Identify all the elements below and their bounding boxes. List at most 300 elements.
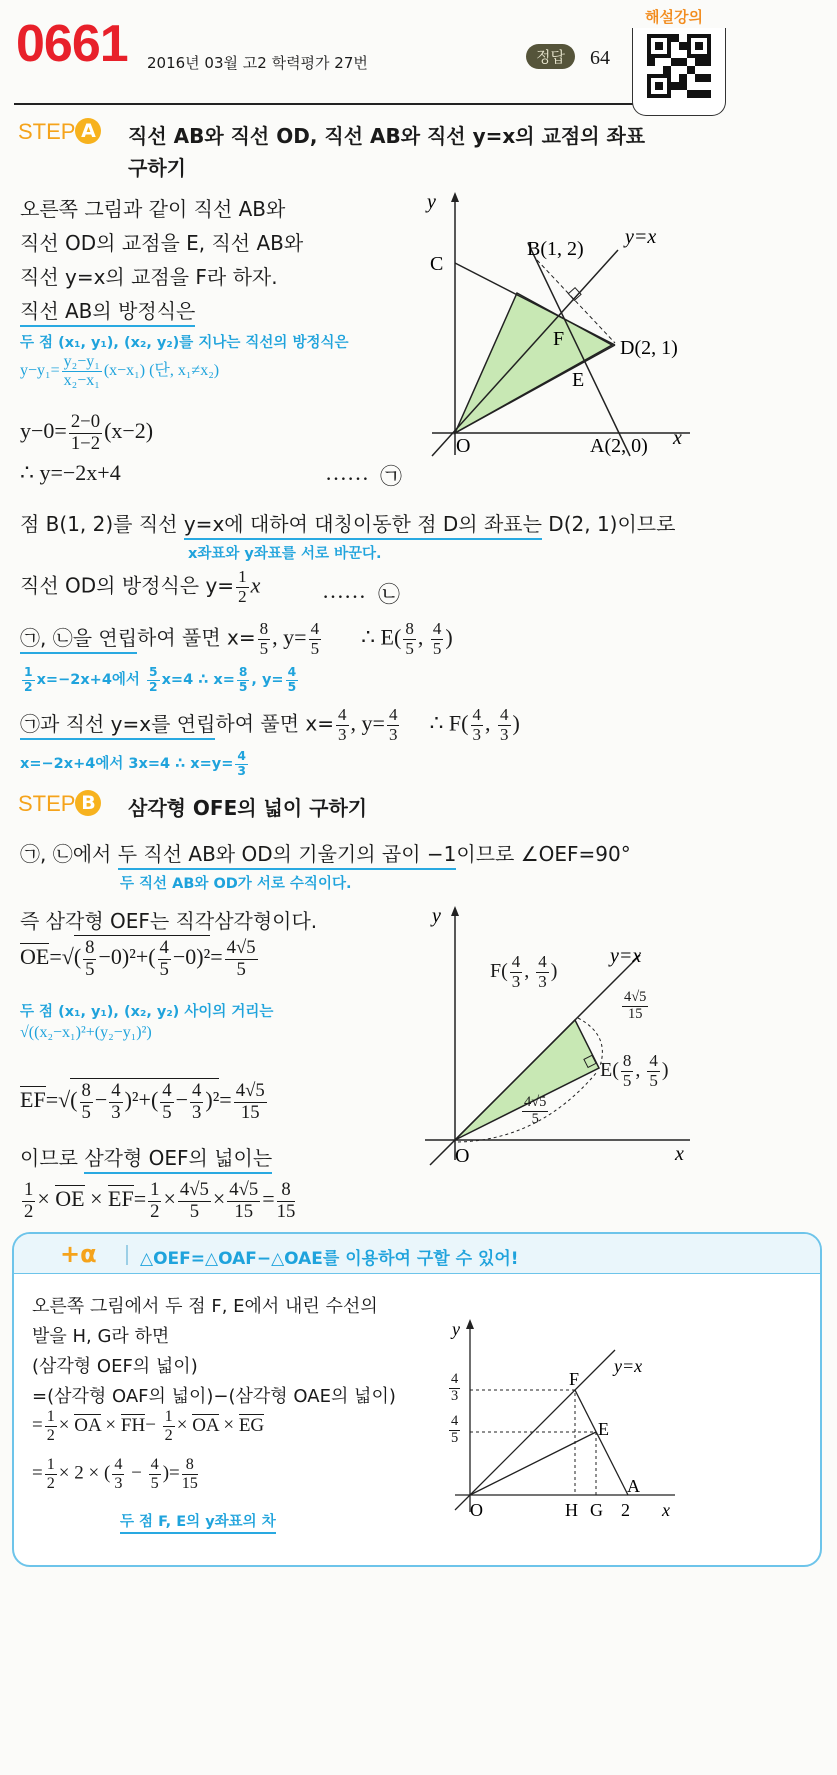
numerator: 4 <box>388 705 398 724</box>
numerator: 4 <box>649 1051 658 1070</box>
denominator: 2 <box>164 1426 173 1444</box>
formula-part: y−y₁= <box>20 362 60 380</box>
numerator: 1 <box>164 1408 173 1425</box>
denominator: 5 <box>150 1474 159 1492</box>
fraction <box>147 666 160 694</box>
denominator: 3 <box>472 724 481 744</box>
text: 이므로 ∠OEF=90° <box>456 842 631 866</box>
denominator: 5 <box>649 1070 658 1090</box>
numerator: 1 <box>150 1179 160 1200</box>
text: ) <box>661 1058 669 1081</box>
label-two: 2 <box>621 1500 630 1520</box>
text: × <box>90 1186 103 1212</box>
text: × <box>218 1414 239 1436</box>
step-letter: B <box>75 790 101 816</box>
eq-part: y−0= <box>20 418 67 444</box>
label-o: O <box>470 1500 483 1520</box>
denominator: 3 <box>500 724 509 744</box>
fraction <box>387 706 400 744</box>
denominator: 3 <box>111 1101 121 1123</box>
tip-badge: +α <box>60 1240 97 1268</box>
numerator: 4 <box>338 705 347 724</box>
text: × <box>212 1186 226 1212</box>
area-intro <box>20 1142 272 1171</box>
text: − <box>126 1462 147 1484</box>
denominator: 15 <box>276 1200 296 1222</box>
text: ( <box>73 944 82 970</box>
segment-oa: OA <box>74 1414 101 1436</box>
numerator: 4 <box>472 705 481 724</box>
text: × <box>100 1414 121 1436</box>
label-point-f <box>490 953 557 991</box>
fraction <box>498 706 511 744</box>
numerator: 4 <box>310 619 320 638</box>
numerator: 4 <box>538 952 547 971</box>
figure-1-graph <box>410 185 710 470</box>
numerator: 4√5 <box>524 1094 547 1110</box>
segment-oa: OA <box>192 1414 219 1436</box>
label-y: y <box>427 191 436 213</box>
intro-line: 오른쪽 그림과 같이 직선 AB와 <box>20 197 286 221</box>
text: , <box>635 1058 646 1081</box>
note-swap: x좌표와 y좌표를 서로 바꾼다. <box>188 546 382 562</box>
text: E( <box>600 1058 619 1081</box>
text: ∴ F( <box>429 710 469 736</box>
tip-formula <box>32 1456 200 1493</box>
text: )= <box>162 1462 180 1484</box>
fraction <box>237 666 250 694</box>
numerator: 4 <box>500 705 509 724</box>
mark-1: ㉠ <box>380 464 403 489</box>
text: − <box>145 1414 161 1436</box>
text: = <box>219 1087 232 1113</box>
text: ( <box>70 1087 78 1113</box>
underlined-text: ㉠과 직선 y=x를 연립 <box>20 712 215 740</box>
text: , y= <box>272 624 307 650</box>
text: = <box>32 1462 43 1484</box>
numerator: 4 <box>150 1456 159 1473</box>
dots: …… <box>325 460 369 485</box>
problem-number: 0661 <box>16 15 128 73</box>
text: × 2 × ( <box>58 1462 111 1484</box>
denominator: 2 <box>46 1474 55 1492</box>
solve-f <box>20 706 520 744</box>
denominator: 5 <box>259 638 269 658</box>
numerator: 1 <box>24 665 33 679</box>
text: , y= <box>350 710 385 736</box>
text: x=4 ∴ x= <box>161 672 235 689</box>
solve-e <box>20 620 453 658</box>
segment-eg: EG <box>238 1414 265 1436</box>
fraction <box>112 1456 124 1493</box>
numerator: 4√5 <box>235 1080 265 1101</box>
note-distance: 두 점 (x₁, y₁), (x₂, y₂) 사이의 거리는 <box>20 1004 274 1020</box>
tip-note <box>120 1510 276 1531</box>
line-yx <box>455 1350 615 1510</box>
numerator: 1 <box>24 1179 34 1200</box>
fraction <box>227 1180 260 1222</box>
denominator: 1−2 <box>70 432 101 454</box>
text: 하여 풀면 x= <box>215 711 335 736</box>
label-o: O <box>455 1145 470 1167</box>
denominator: 5 <box>622 1070 632 1090</box>
denominator: 15 <box>627 1005 643 1022</box>
text: = <box>133 1186 147 1212</box>
text: = <box>32 1414 43 1436</box>
underlined-text: 직선 AB의 방정식은 <box>20 299 195 327</box>
text: =√ <box>45 1087 71 1113</box>
segment-oe: OE <box>20 944 50 970</box>
text: −0)² <box>172 944 211 970</box>
numerator: 4 <box>192 1080 202 1101</box>
fraction <box>45 1408 57 1445</box>
note-line-formula <box>20 353 219 389</box>
formula-part: (x−x₁) (단, x₁≠x₂) <box>103 362 220 380</box>
tip-line: =(삼각형 OAF의 넓이)−(삼각형 OAE의 넓이) <box>32 1386 396 1407</box>
text: = <box>210 944 223 970</box>
fraction <box>62 353 102 389</box>
arrow-icon <box>451 906 459 916</box>
step-a-heading <box>18 118 101 145</box>
label-x: x <box>662 1500 670 1520</box>
fraction <box>190 1081 203 1123</box>
fraction <box>225 938 258 980</box>
note-line-formula-title: 두 점 (x₁, y₁), (x₂, y₂)를 지나는 직선의 방정식은 <box>20 335 349 351</box>
text: − <box>94 1087 108 1113</box>
eq-part: (x−2) <box>104 418 154 444</box>
step-label: STEP <box>18 791 76 816</box>
tip-divider <box>126 1245 128 1265</box>
denominator: 2 <box>148 679 158 694</box>
fraction <box>258 620 271 658</box>
text: ) <box>550 959 558 982</box>
fraction <box>80 1081 93 1123</box>
denominator: x₂−x₁ <box>63 371 100 389</box>
text: , <box>417 624 429 650</box>
text: × <box>163 1186 176 1212</box>
fraction <box>449 1372 460 1405</box>
denominator: 5 <box>189 1200 200 1222</box>
text: =√ <box>49 944 74 970</box>
text: ) <box>445 624 453 650</box>
denominator: 5 <box>451 1429 459 1446</box>
fraction <box>109 1081 122 1123</box>
shaded-triangle <box>455 293 612 433</box>
label-f: F <box>553 328 565 350</box>
denominator: 5 <box>432 638 442 658</box>
fraction <box>403 620 416 658</box>
segment-fh: FH <box>120 1414 146 1436</box>
text: × <box>176 1414 193 1436</box>
denominator: 2 <box>238 586 247 606</box>
numerator: 8 <box>277 1180 296 1202</box>
fraction <box>182 1456 198 1493</box>
intro-line <box>20 295 195 324</box>
fraction <box>510 953 523 991</box>
answer-value: 64 <box>590 47 610 69</box>
numerator: 2−0 <box>70 411 101 432</box>
text: 점 B(1, 2)를 직선 <box>20 512 184 536</box>
label-x: x <box>673 427 682 449</box>
fraction <box>277 1180 296 1222</box>
mark-2: ㉡ <box>378 582 401 607</box>
label-h: H <box>565 1500 578 1520</box>
segment-ef: EF <box>108 1186 134 1212</box>
denominator: 2 <box>150 1200 160 1222</box>
denominator: 15 <box>240 1101 260 1123</box>
label-c: C <box>430 253 444 275</box>
label-y: y <box>432 905 441 927</box>
denominator: 5 <box>159 958 169 980</box>
note-distance-formula <box>20 1024 152 1042</box>
tip-formula <box>32 1408 264 1445</box>
denominator: 3 <box>511 971 521 991</box>
label-y-45 <box>447 1414 462 1447</box>
label-yx: y=x <box>625 226 657 248</box>
numerator: 1 <box>46 1408 55 1425</box>
label-ef-length <box>620 990 650 1023</box>
label-point-e <box>600 1052 669 1090</box>
line-fa <box>575 1390 628 1495</box>
text: × <box>37 1186 50 1212</box>
text: x=−2x+4에서 3x=4 ∴ x=y= <box>20 756 234 773</box>
fraction <box>45 1456 57 1493</box>
answer-badge: 정답 <box>526 44 575 69</box>
step-letter: A <box>75 118 101 144</box>
numerator: 1 <box>238 567 247 586</box>
denominator: 3 <box>538 971 547 991</box>
text: )² <box>205 1087 220 1113</box>
note-perpendicular: 두 직선 AB와 OD가 서로 수직이다. <box>120 876 352 892</box>
dots: …… <box>322 578 366 603</box>
label-a: A <box>627 1476 640 1496</box>
oe-length <box>20 935 260 980</box>
fraction <box>148 1180 161 1222</box>
fraction <box>236 568 249 606</box>
denominator: 2 <box>46 1426 55 1444</box>
fraction <box>178 1180 211 1222</box>
text: F( <box>490 959 508 982</box>
denominator: 2 <box>24 1200 34 1222</box>
fraction <box>286 666 299 694</box>
numerator: 4√5 <box>179 1179 209 1200</box>
label-yx: y=x <box>614 1356 643 1376</box>
area-result <box>20 1180 297 1222</box>
numerator: y₂−y₁ <box>63 353 100 370</box>
fraction <box>234 1081 267 1123</box>
arrow-icon <box>466 1319 474 1329</box>
denominator: 5 <box>287 679 297 694</box>
segment-ef: EF <box>20 1087 46 1113</box>
denominator: 3 <box>114 1474 123 1492</box>
right-triangle-text: 즉 삼각형 OEF는 직각삼각형이다. <box>20 909 318 933</box>
fraction <box>522 1095 548 1128</box>
numerator: 4 <box>162 1080 172 1101</box>
underlined-text: ㉠, ㉡을 연립 <box>20 626 137 654</box>
text: , <box>485 710 496 736</box>
dashed-guides <box>470 1390 596 1495</box>
step-a-title: 직선 AB와 직선 OD, 직선 AB와 직선 y=x의 교점의 좌표 <box>128 124 646 148</box>
paragraph-perpendicular <box>20 838 631 867</box>
sqrt-body <box>70 1078 219 1123</box>
underlined-text: 두 직선 AB와 OD의 기울기의 곱이 −1 <box>118 842 457 870</box>
equation-ab-result: ∴ y=−2x+4 <box>20 460 121 485</box>
numerator: 8 <box>259 619 269 638</box>
label-g: G <box>590 1500 603 1520</box>
tip-title: △OEF=△OAF−△OAE를 이용하여 구할 수 있어! <box>140 1249 519 1269</box>
underlined-text: y=x에 대하여 대칭이동한 점 D의 좌표는 <box>184 512 542 540</box>
label-b: B(1, 2) <box>527 238 584 260</box>
denominator: 5 <box>531 1110 539 1127</box>
fraction <box>69 412 102 454</box>
label-yx: y=x <box>610 945 642 967</box>
ef-length <box>20 1078 269 1123</box>
numerator: 8 <box>85 937 95 958</box>
text: D(2, 1)이므로 <box>541 512 676 536</box>
denominator: 3 <box>192 1101 202 1123</box>
fraction <box>471 706 484 744</box>
fraction <box>449 1414 460 1447</box>
denominator: 5 <box>85 958 95 980</box>
text: × <box>58 1414 75 1436</box>
numerator: 4√5 <box>624 989 647 1005</box>
fraction <box>22 666 35 694</box>
denominator: 5 <box>310 638 320 658</box>
label-y: y <box>452 1319 460 1339</box>
tip-line: (삼각형 OEF의 넓이) <box>32 1356 198 1377</box>
label-a: A(2, 0) <box>590 435 648 457</box>
denominator: 5 <box>405 638 414 658</box>
step-a-title-cont: 구하기 <box>128 156 186 180</box>
fraction <box>647 1052 660 1090</box>
equation-od <box>20 568 260 606</box>
label-f: F <box>569 1369 580 1389</box>
paragraph-reflection <box>20 508 675 537</box>
numerator: 4 <box>511 952 521 971</box>
label-e: E <box>598 1419 609 1439</box>
text: , <box>524 959 535 982</box>
text: − <box>175 1087 189 1113</box>
numerator: 1 <box>46 1456 55 1473</box>
numerator: 8 <box>81 1080 91 1101</box>
numerator: 4 <box>451 1371 459 1387</box>
fraction <box>235 750 248 778</box>
note-solve-f <box>20 750 250 778</box>
numerator: 4√5 <box>226 937 256 958</box>
fraction <box>309 620 322 658</box>
denominator: 5 <box>162 1101 172 1123</box>
arrow-icon <box>451 192 459 202</box>
line-oe <box>470 1432 596 1495</box>
denominator: 15 <box>234 1200 254 1222</box>
text: x <box>250 572 261 598</box>
text: x=−2x+4에서 <box>36 672 145 689</box>
segment-oe: OE <box>55 1186 85 1212</box>
text: ∴ E( <box>361 624 402 650</box>
sqrt-body <box>74 935 210 980</box>
fraction <box>163 1408 175 1445</box>
numerator: 8 <box>622 1051 632 1070</box>
note-solve-e <box>20 666 300 694</box>
label-e: E <box>572 369 585 391</box>
problem-source: 2016년 03월 고2 학력평가 27번 <box>147 54 368 72</box>
tip-line: 오른쪽 그림에서 두 점 F, E에서 내린 수선의 <box>32 1296 378 1317</box>
numerator: 4 <box>237 749 246 763</box>
numerator: 4 <box>111 1080 121 1101</box>
numerator: 4 <box>432 619 442 638</box>
fraction <box>336 706 349 744</box>
text: ) <box>512 710 520 736</box>
numerator: 4√5 <box>229 1179 259 1200</box>
label-oe-length <box>520 1095 550 1128</box>
underlined-text: 삼각형 OEF의 넓이는 <box>84 1146 272 1174</box>
fraction <box>22 1180 35 1222</box>
label-x: x <box>675 1143 684 1165</box>
numerator: 4 <box>159 937 169 958</box>
text: = <box>262 1186 275 1212</box>
fraction <box>160 1081 173 1123</box>
underlined-text: 두 점 F, E의 y좌표의 차 <box>120 1514 276 1534</box>
denominator: 3 <box>451 1387 459 1404</box>
equation-ab <box>20 412 153 454</box>
qr-label: 해설강의 <box>645 8 703 26</box>
label-d: D(2, 1) <box>620 337 678 359</box>
denominator: 2 <box>24 679 33 694</box>
denominator: 3 <box>338 724 347 744</box>
intro-line: 직선 OD의 교점을 E, 직선 AB와 <box>20 231 304 255</box>
qr-code-box[interactable] <box>632 28 726 116</box>
fraction <box>622 990 648 1023</box>
denominator: 3 <box>237 763 246 778</box>
figure-2-graph <box>410 895 710 1175</box>
fraction <box>158 938 171 980</box>
fraction <box>536 953 549 991</box>
numerator: 8 <box>238 665 248 679</box>
numerator: 4 <box>451 1413 459 1429</box>
denominator: 5 <box>81 1101 91 1123</box>
text: )²+( <box>124 1087 159 1113</box>
fraction <box>149 1456 161 1493</box>
text: , y= <box>251 672 284 689</box>
qr-code-icon <box>647 34 711 98</box>
text: 직선 OD의 방정식은 y= <box>20 573 235 598</box>
label-o: O <box>456 435 471 457</box>
text: ㉠, ㉡에서 <box>20 842 118 866</box>
step-label: STEP <box>18 119 76 144</box>
tip-line: 발을 H, G라 하면 <box>32 1326 170 1347</box>
fraction <box>83 938 96 980</box>
step-b-heading <box>18 790 101 817</box>
fraction <box>621 1052 634 1090</box>
text: 이므로 <box>20 1146 85 1170</box>
text: √((x₂−x₁)²+(y₂−y₁)²) <box>20 1024 152 1041</box>
numerator: 8 <box>182 1456 198 1475</box>
denominator: 5 <box>238 679 248 694</box>
numerator: 8 <box>405 619 414 638</box>
step-b-title: 삼각형 OFE의 넓이 구하기 <box>128 796 368 820</box>
numerator: 5 <box>148 665 158 679</box>
denominator: 3 <box>388 724 398 744</box>
label-y-43 <box>447 1372 462 1405</box>
numerator: 4 <box>114 1456 123 1473</box>
numerator: 4 <box>287 665 297 679</box>
denominator: 5 <box>236 958 246 980</box>
text: 하여 풀면 x= <box>137 625 256 650</box>
intro-line: 직선 y=x의 교점을 F라 하자. <box>20 265 278 289</box>
text: −0)²+( <box>98 944 156 970</box>
fraction <box>431 620 444 658</box>
denominator: 15 <box>181 1474 198 1492</box>
